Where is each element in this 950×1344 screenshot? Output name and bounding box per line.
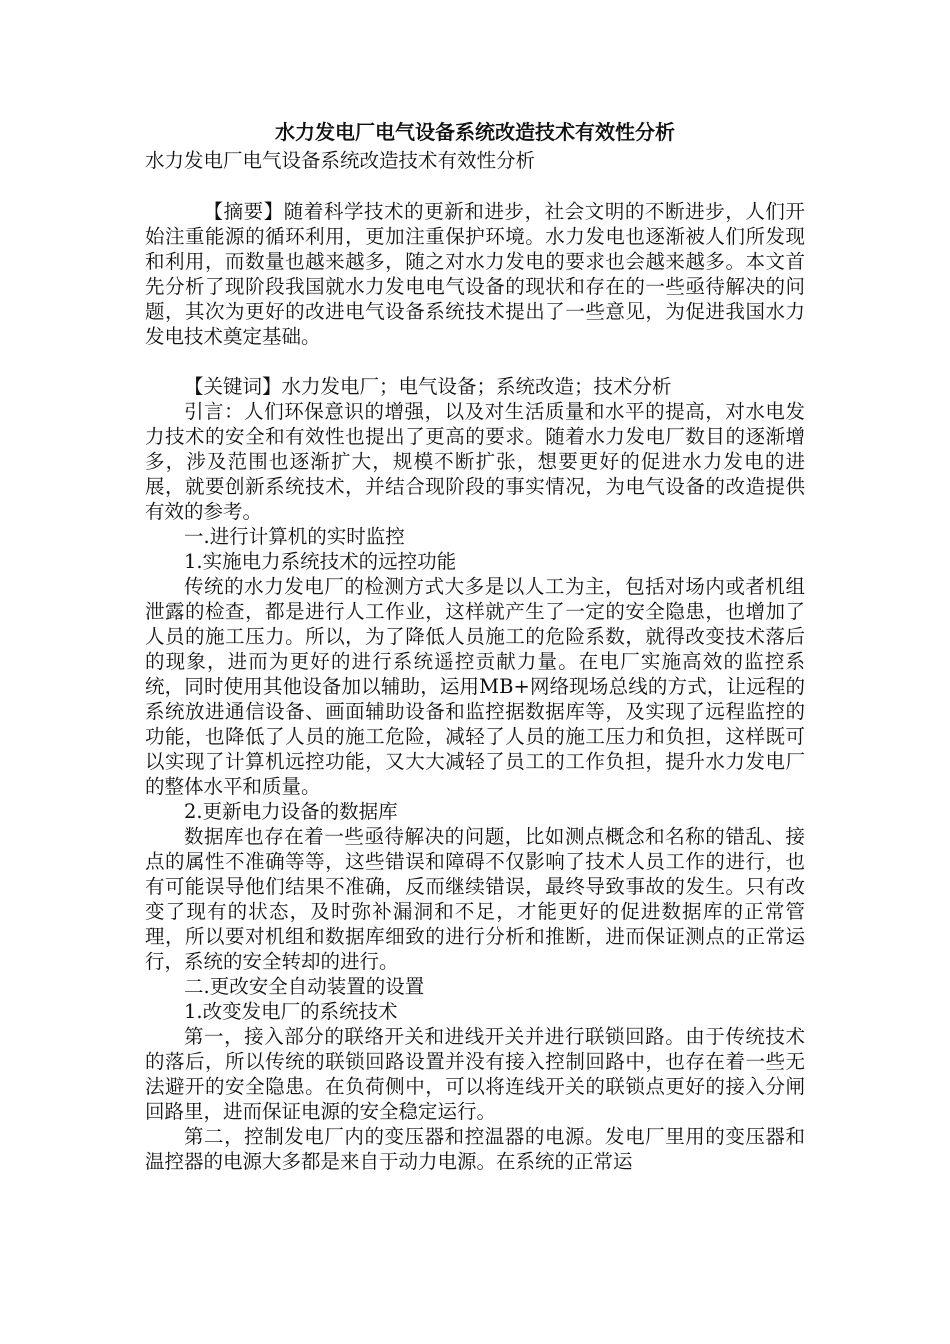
document-subtitle: 水力发电厂电气设备系统改造技术有效性分析 <box>145 149 536 172</box>
section2-subheading-1: 1.改变发电厂的系统技术 <box>184 1000 398 1023</box>
document-title: 水力发电厂电气设备系统改造技术有效性分析 <box>275 120 675 144</box>
section2-paragraph-2: 第二，控制发电厂内的变压器和控温器的电源。发电厂里用的变压器和温控器的电源大多都是来自于动力电源。在系统的正常运 <box>145 1125 805 1173</box>
section1-subheading-2: 2.更新电力设备的数据库 <box>184 800 398 823</box>
document-page <box>145 118 805 1174</box>
abstract-paragraph: 【摘要】随着科学技术的更新和进步，社会文明的不断进步，人们开始注重能源的循环利用，更加注重保护环境。水力发电也逐渐被人们所发现和利用，而数量也越来越多，随之对水力发电的要求也会越来越多。本文首先分析了现阶段我国就水力发电电气设备的现状和存在的一些亟待解决的问题，其次为更好的改进电气设备系统技术提出了一些意见，为促进我国水力发电技术奠定基础。 <box>145 200 805 348</box>
section1-paragraph-1: 传统的水力发电厂的检测方式大多是以人工为主，包括对场内或者机组泄露的检查，都是进行人工作业，这样就产生了一定的安全隐患，也增加了人员的施工压力。所以，为了降低人员施工的危险系数，就得改变技术落后的现象，进而为更好的进行系统遥控贡献力量。在电厂实施高效的监控系统，同时使用其他设备加以辅助，运用MB+网络现场总线的方式，让远程的系统放进通信设备、画面辅助设备和监控据数据库等，及实现了远程监控的功能，也降低了人员的施工危险，减轻了人员的施工压力和负担，这样既可以实现了计算机远控功能，又大大减轻了员工的工作负担，提升水力发电厂的整体水平和质量。 <box>145 575 805 798</box>
section2-heading: 二.更改安全自动装置的设置 <box>184 975 425 998</box>
section1-subheading-1: 1.实施电力系统技术的远控功能 <box>184 550 457 573</box>
spacer <box>145 349 805 374</box>
section1-heading: 一.进行计算机的实时监控 <box>184 525 405 548</box>
section1-paragraph-2: 数据库也存在着一些亟待解决的问题，比如测点概念和名称的错乱、接点的属性不准确等等，这些错误和障碍不仅影响了技术人员工作的进行，也有可能误导他们结果不准确，反而继续错误，最终导致事故的发生。只有改变了现有的状态，及时弥补漏洞和不足，才能更好的促进数据库的正常管理，所以要对机组和数据库细致的进行分析和推断，进而保证测点的正常运行，系统的安全转却的进行。 <box>145 825 805 973</box>
spacer <box>145 174 805 199</box>
intro-paragraph: 引言：人们环保意识的增强，以及对生活质量和水平的提高，对水电发力技术的安全和有效性也提出了更高的要求。随着水力发电厂数目的逐渐增多，涉及范围也逐渐扩大，规模不断扩张，想要更好的促进水力发电的进展，就要创新系统技术，并结合现阶段的事实情况，为电气设备的改造提供有效的参考。 <box>145 400 805 523</box>
section2-paragraph-1: 第一，接入部分的联络开关和进线开关并进行联锁回路。由于传统技术的落后，所以传统的联锁回路设置并没有接入控制回路中，也存在着一些无法避开的安全隐患。在负荷侧中，可以将连线开关的联锁点更好的接入分闸回路里，进而保证电源的安全稳定运行。 <box>145 1025 805 1123</box>
keywords-paragraph: 【关键词】水力发电厂；电气设备；系统改造；技术分析 <box>184 375 672 398</box>
